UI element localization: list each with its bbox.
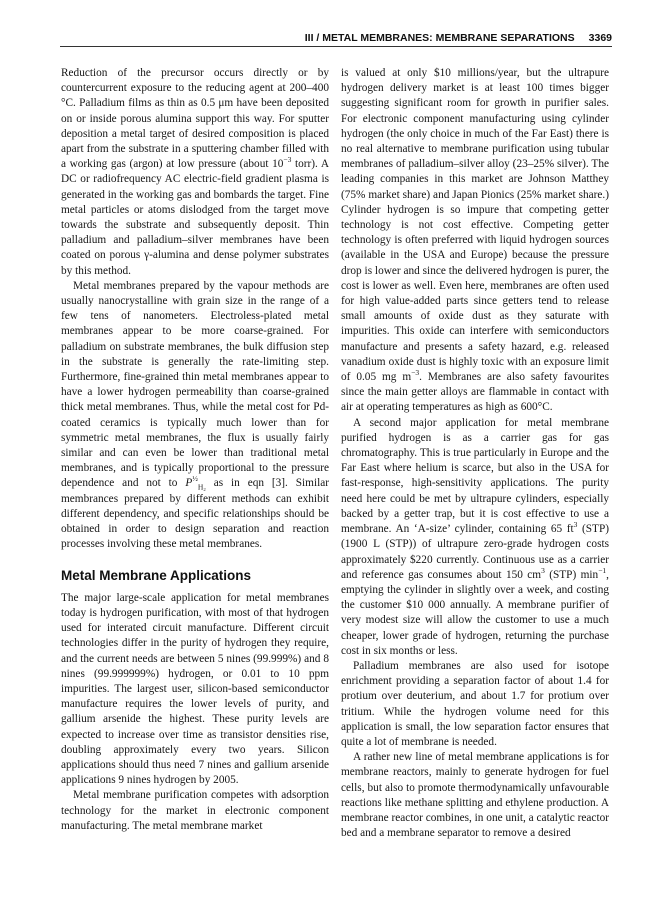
paragraph: Metal membrane purification competes with adsorption technology for the market in electronic component manufacturing. The metal membrane market [61, 789, 329, 832]
paragraph: Palladium membranes are also used for isotope enrichment providing a separation factor of about 1.4 for protium over deuterium, and about 1.7 for protium over tritium. While the hydrogen volume need for this application is small, the low separation factor ensures that quite a lot of membrane is needed. [341, 659, 609, 748]
section-heading: Metal Membrane Applications [61, 567, 252, 583]
right-column [341, 66, 609, 841]
left-column [61, 66, 329, 834]
paragraph: Metal membranes prepared by the vapour methods are usually nanocrystalline with grain size in the range of a few tens of nanometers. Electroless-plated metal membranes appear to be more coarse-grained. For palladium on substrate membranes, the bulk diffusion step in the substrate is generally the rate-limiting step. Furthermore, fine-grained thin metal membranes appear to have a lower hydrogen permeability than coarse-grained thick metal membranes. Thus, while the metal cost for Pd-coated ceramics is typically much lower than for symmetric metal membranes, the flux is usually fairly similar and can even be lower than traditional metal membranes, and is typically proportional to the pressure dependence and not to $P^{\frac{1}{2}}_{H_2}$ as in eqn [3]. Similar membrances prepared by different methods can exhibit different dependency, and specific relationships should be obtained in order to design separation and reaction processes involving these metal membranes. [61, 279, 329, 551]
paragraph: A second major application for metal membrane purified hydrogen is as a carrier gas for gas chromatography. This is true particularly in Europe and the Far East where helium is scarce, but also in the USA for fast-response, high-sensitivity applications. The purity need here could be met by ultrapure cylinders, especially backed by a getter trap, but it is cost effective to use a membrane. An ‘A-size’ cylinder, containing 65 $ft^3$ (STP) (1900 L (STP)) of ultrapure zero-grade hydrogen costs approximately $220 currently. Continuous use as a carrier and reference gas consumes about 150 $cm^3$ (STP) $\min^{-1}$, emptying the cylinder in slightly over a week, and costing the customer $10 000 annually. A membrane purifier of very modest size will allow the customer to use a much cheaper, lower grade of hydrogen, returning the purchase cost in six months or less. [341, 416, 609, 657]
paragraph: The major large-scale application for metal membranes today is hydrogen purification, with most of that hydrogen used for interated circuit manufacture. Different circuit technologies differ in the purity of hydrogen they require, and the current needs are between 5 nines (99.999%) and 8 nines (99.999999%) hydrogen, or 0.01 to 10 ppm impurities. The largest user, silicon-based semiconductor manufacture requires the lower levels of purity, and gallium arsenide the highest. These purity levels are expected to increase over time as transistor densities rise, doubling approximately every two years. Silicon applications should thus need 7 nines and gallium arsenide applications 9 nines hydrogen by 2005. [61, 591, 329, 787]
header-title: III / METAL MEMBRANES: MEMBRANE SEPARATIONS [304, 32, 575, 44]
paragraph: A rather new line of metal membrane applications is for membrane reactors, mainly to generate hydrogen for fuel cells, but also to promote thermodynamically unfavourable reactions like methane splitting and ethylene production. A membrane reactor combines, in one unit, a catalytic reactor bed and a membrane separator to remove a desired [341, 751, 609, 840]
running-header [60, 32, 612, 50]
paragraph: Reduction of the precursor occurs directly or by countercurrent exposure to the reducing agent at 200–400 °C. Palladium films as thin as 0.5 μm have been deposited on or inside porous alumina support this way. For sputter deposition a metal target of desired composition is placed apart from the substrate in a sputtering chamber filled with a working gas (argon) at low pressure (about $10^{-3}$ torr). A DC or radiofrequency AC electric-field gradient plasma is generated in the working gas and bombards the target. Fine metal particles or atoms dislodged from the target move towards the substrate and subsequently deposit. Thin palladium and palladium–silver membranes have been coated on porous γ-alumina and dense polymer substrates by this method. [61, 67, 329, 277]
header-rule [60, 46, 612, 47]
page-number: 3369 [588, 32, 612, 44]
paragraph: is valued at only $10 millions/year, but the ultrapure hydrogen delivery market is at least 100 times bigger suggesting significant room for growth in purifier sales. For electronic component manufacturing using cylinder hydrogen (the only choice in much of the Far East) there is no real alternative to membrane purification using tubular membranes of palladium–silver alloy (23–25% silver). The leading companies in this market are Johnson Matthey (75% market share) and Japan Pionics (25% market share.) Cylinder hydrogen is so impure that competing getter technology is not cost effective. Competing getter technology is often preferred with liquid hydrogen sources (available in the USA and Europe) because the pressure drop is lower and since the delivered hydrogen is purer, the cost is lower as well. Even here, membranes are often used for high value-added parts since getters tend to release small amounts of oxide dust as they saturate with impurities. This oxide can interfere with semiconductors manufacture and presents a safety hazard, e.g. released vanadium oxide dust is highly toxic with an exposure limit of 0.05 mg $m^{-3}$. Membranes are also safety favourites since the main getter alloys are flammable in contact with air at operating temperatures as high as 600°C. [341, 67, 609, 414]
